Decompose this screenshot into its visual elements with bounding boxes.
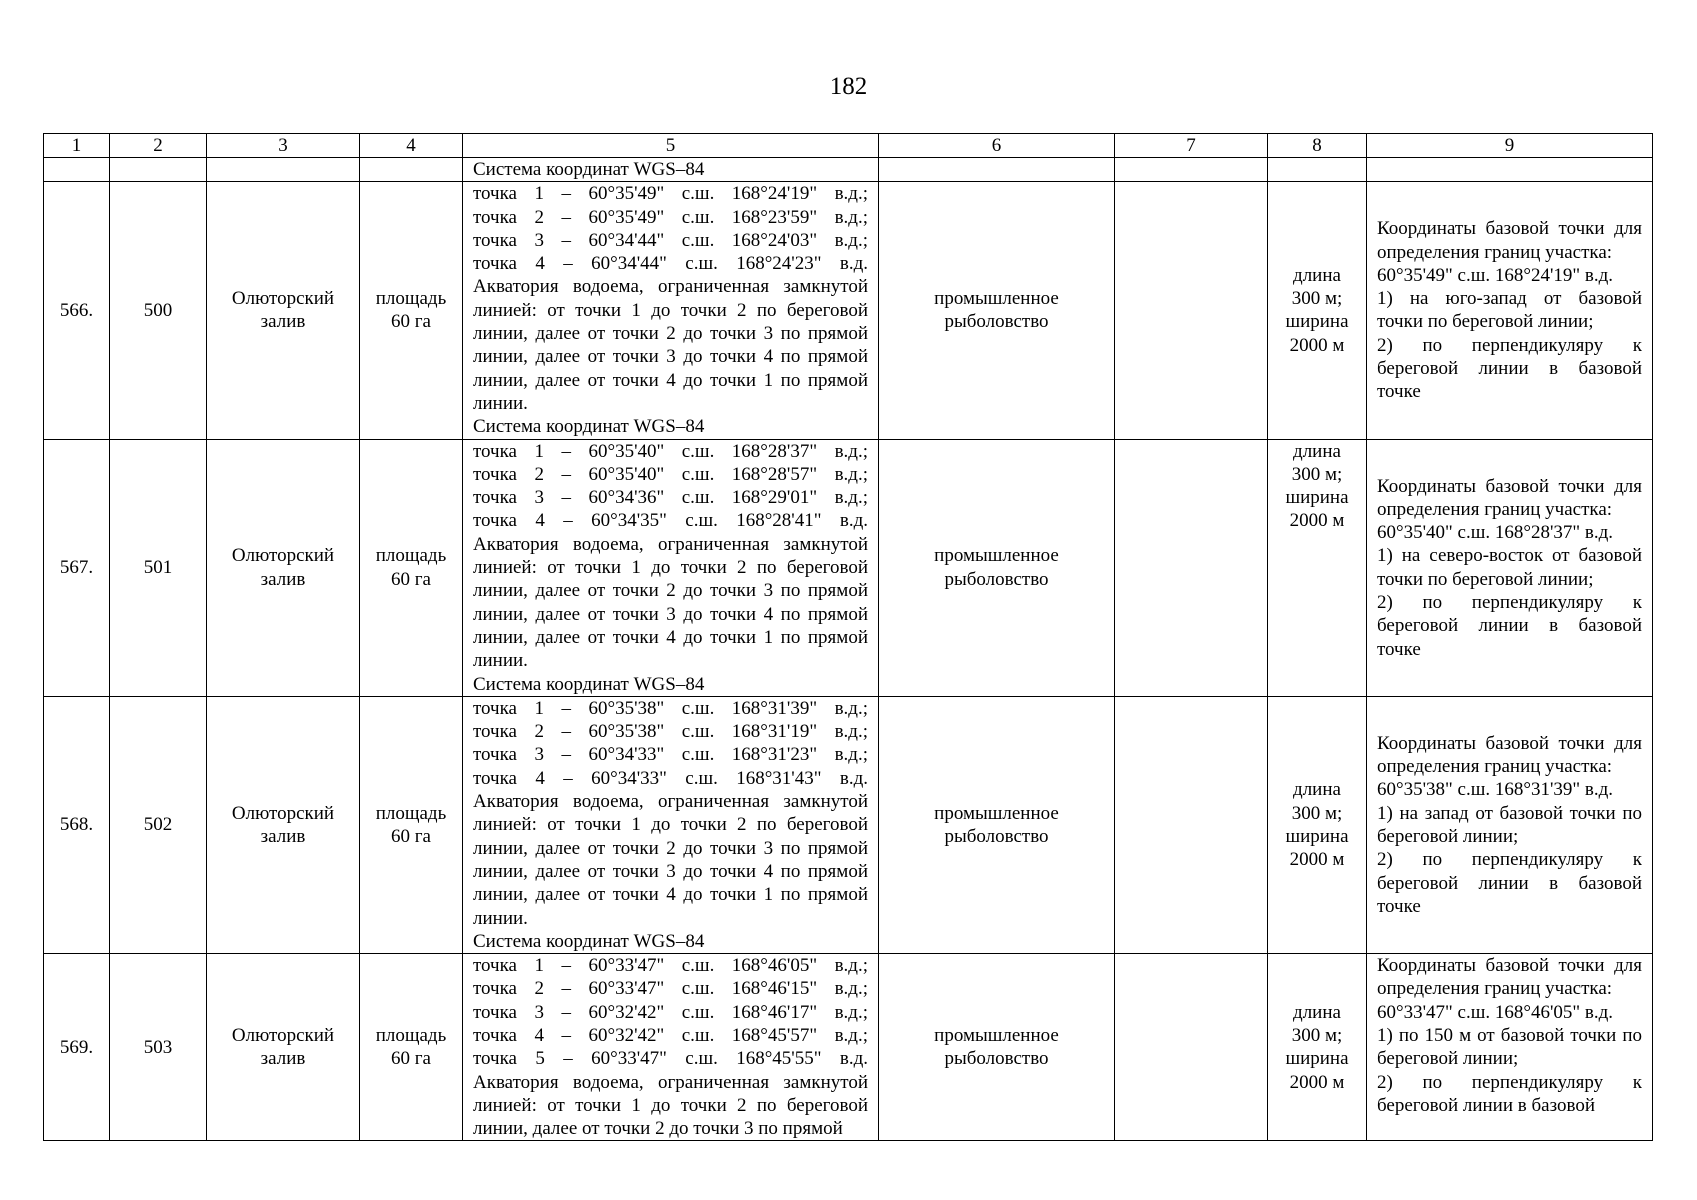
table-row xyxy=(44,696,1653,953)
point-line: точка 2 – 60°35'49" с.ш. 168°23'59" в.д.; xyxy=(473,206,868,228)
table-row xyxy=(44,182,1653,439)
table-cell xyxy=(1115,158,1268,182)
column-header: 4 xyxy=(360,134,463,158)
area-size: площадь 60 га xyxy=(360,182,463,439)
table-cell xyxy=(1367,158,1653,182)
column-header: 3 xyxy=(207,134,360,158)
note-line: Координаты базовой точки для определения границ участка: xyxy=(1377,955,1642,1000)
table-cell xyxy=(879,158,1115,182)
point-line: точка 1 – 60°35'49" с.ш. 168°24'19" в.д.; xyxy=(473,183,868,205)
note-line: 2) по перпендикуляру к береговой линии в базовой точке xyxy=(1377,334,1642,403)
area-size: площадь 60 га xyxy=(360,696,463,953)
dimensions: длина 300 м; ширина 2000 м xyxy=(1268,954,1367,1141)
area-size: площадь 60 га xyxy=(360,439,463,696)
note-line: 60°33'47" с.ш. 168°46'05" в.д. xyxy=(1377,1001,1614,1023)
table-cell xyxy=(110,158,207,182)
boundary-text: Акватория водоема, ограниченная замкнутой линией: от точки 1 до точки 2 по береговой линии, далее от точки 2 до точки 3 по прямой линии, далее от точки 3 до точки 4 по прямой линии, далее от точки 4 до точки 1 по прямой линии. xyxy=(473,276,868,414)
purpose: промышленное рыболовство xyxy=(879,954,1115,1141)
table-cell xyxy=(1115,954,1268,1141)
column-header: 9 xyxy=(1367,134,1653,158)
column-header: 2 xyxy=(110,134,207,158)
note-line: 60°35'38" с.ш. 168°31'39" в.д. xyxy=(1377,779,1614,801)
row-number: 566. xyxy=(44,182,110,439)
point-line: точка 2 – 60°35'38" с.ш. 168°31'19" в.д.; xyxy=(473,721,868,743)
row-number: 569. xyxy=(44,954,110,1141)
page-number: 182 xyxy=(829,73,868,100)
note-line: 60°35'40" с.ш. 168°28'37" в.д. xyxy=(1377,522,1614,544)
note-line: 1) на юго-запад от базовой точки по береговой линии; xyxy=(1377,288,1642,333)
header-row xyxy=(44,134,1653,158)
boundary-description xyxy=(463,182,879,439)
table-cell xyxy=(1115,439,1268,696)
boundary-text: Акватория водоема, ограниченная замкнутой линией: от точки 1 до точки 2 по береговой линии, далее от точки 2 до точки 3 по прямой линии, далее от точки 3 до точки 4 по прямой линии, далее от точки 4 до точки 1 по прямой линии. xyxy=(473,791,868,929)
fishing-areas-table xyxy=(43,133,1653,1141)
area-size: площадь 60 га xyxy=(360,954,463,1141)
coordinate-system-text: Система координат WGS–84 xyxy=(463,158,879,182)
base-point-notes xyxy=(1367,696,1653,953)
location: Олюторский залив xyxy=(207,182,360,439)
base-point-notes xyxy=(1367,182,1653,439)
boundary-description xyxy=(463,439,879,696)
location: Олюторский залив xyxy=(207,954,360,1141)
point-line: точка 2 – 60°33'47" с.ш. 168°46'15" в.д.; xyxy=(473,978,868,1000)
point-line: точка 4 – 60°34'44" с.ш. 168°24'23" в.д. xyxy=(473,253,868,275)
column-header: 1 xyxy=(44,134,110,158)
dimensions: длина 300 м; ширина 2000 м xyxy=(1268,182,1367,439)
note-line: Координаты базовой точки для определения границ участка: xyxy=(1377,475,1642,520)
point-line: точка 1 – 60°35'40" с.ш. 168°28'37" в.д.; xyxy=(473,440,868,462)
point-line: точка 3 – 60°34'36" с.ш. 168°29'01" в.д.; xyxy=(473,487,868,509)
coordinate-system-text: Система координат WGS–84 xyxy=(473,930,705,952)
table-cell xyxy=(44,158,110,182)
note-line: Координаты базовой точки для определения границ участка: xyxy=(1377,732,1642,778)
point-line: точка 3 – 60°32'42" с.ш. 168°46'17" в.д.; xyxy=(473,1001,868,1023)
point-line: точка 4 – 60°34'35" с.ш. 168°28'41" в.д. xyxy=(473,510,868,532)
boundary-text: Акватория водоема, ограниченная замкнутой линией: от точки 1 до точки 2 по береговой линии, далее от точки 2 до точки 3 по прямой xyxy=(473,1071,868,1140)
purpose: промышленное рыболовство xyxy=(879,182,1115,439)
row-number: 567. xyxy=(44,439,110,696)
table-cell xyxy=(360,158,463,182)
base-point-notes xyxy=(1367,439,1653,696)
note-line: 2) по перпендикуляру к береговой линии в базовой точке xyxy=(1377,591,1642,660)
column-header: 8 xyxy=(1268,134,1367,158)
note-line: 60°35'49" с.ш. 168°24'19" в.д. xyxy=(1377,264,1614,286)
point-line: точка 4 – 60°34'33" с.ш. 168°31'43" в.д. xyxy=(473,767,868,789)
table-cell xyxy=(1115,182,1268,439)
table-row xyxy=(44,954,1653,1141)
area-code: 502 xyxy=(110,696,207,953)
base-point-notes xyxy=(1367,954,1653,1141)
purpose: промышленное рыболовство xyxy=(879,696,1115,953)
note-line: 2) по перпендикуляру к береговой линии в базовой точке xyxy=(1377,849,1642,917)
column-header: 6 xyxy=(879,134,1115,158)
table-cell xyxy=(207,158,360,182)
table-cell xyxy=(1115,696,1268,953)
note-line: 1) на запад от базовой точки по береговой линии; xyxy=(1377,802,1642,847)
location: Олюторский залив xyxy=(207,439,360,696)
boundary-text: Акватория водоема, ограниченная замкнутой линией: от точки 1 до точки 2 по береговой линии, далее от точки 2 до точки 3 по прямой линии, далее от точки 3 до точки 4 по прямой линии, далее от точки 4 до точки 1 по прямой линии. xyxy=(473,533,868,672)
column-header: 5 xyxy=(463,134,879,158)
location: Олюторский залив xyxy=(207,696,360,953)
point-line: точка 3 – 60°34'44" с.ш. 168°24'03" в.д.; xyxy=(473,229,868,251)
purpose: промышленное рыболовство xyxy=(879,439,1115,696)
note-line: 1) по 150 м от базовой точки по береговой линии; xyxy=(1377,1024,1642,1070)
dimensions: длина 300 м; ширина 2000 м xyxy=(1268,696,1367,953)
point-line: точка 3 – 60°34'33" с.ш. 168°31'23" в.д.; xyxy=(473,744,868,766)
point-line: точка 1 – 60°35'38" с.ш. 168°31'39" в.д.; xyxy=(473,697,868,719)
note-line: Координаты базовой точки для определения границ участка: xyxy=(1377,218,1642,263)
column-header: 7 xyxy=(1115,134,1268,158)
point-line: точка 1 – 60°33'47" с.ш. 168°46'05" в.д.; xyxy=(473,955,868,977)
coordinate-system-text: Система координат WGS–84 xyxy=(473,673,705,695)
dimensions: длина 300 м; ширина 2000 м xyxy=(1268,439,1367,696)
table-cell xyxy=(1268,158,1367,182)
area-code: 501 xyxy=(110,439,207,696)
area-code: 500 xyxy=(110,182,207,439)
boundary-description xyxy=(463,954,879,1141)
point-line: точка 4 – 60°32'42" с.ш. 168°45'57" в.д.; xyxy=(473,1024,868,1046)
area-code: 503 xyxy=(110,954,207,1141)
table-row xyxy=(44,439,1653,696)
boundary-description xyxy=(463,696,879,953)
note-line: 2) по перпендикуляру к береговой линии в базовой xyxy=(1377,1071,1642,1116)
point-line: точка 2 – 60°35'40" с.ш. 168°28'57" в.д.; xyxy=(473,463,868,485)
row-number: 568. xyxy=(44,696,110,953)
table-row xyxy=(44,158,1653,182)
note-line: 1) на северо-восток от базовой точки по береговой линии; xyxy=(1377,545,1642,590)
point-line: точка 5 – 60°33'47" с.ш. 168°45'55" в.д. xyxy=(473,1048,868,1070)
coordinate-system-text: Система координат WGS–84 xyxy=(473,416,705,438)
